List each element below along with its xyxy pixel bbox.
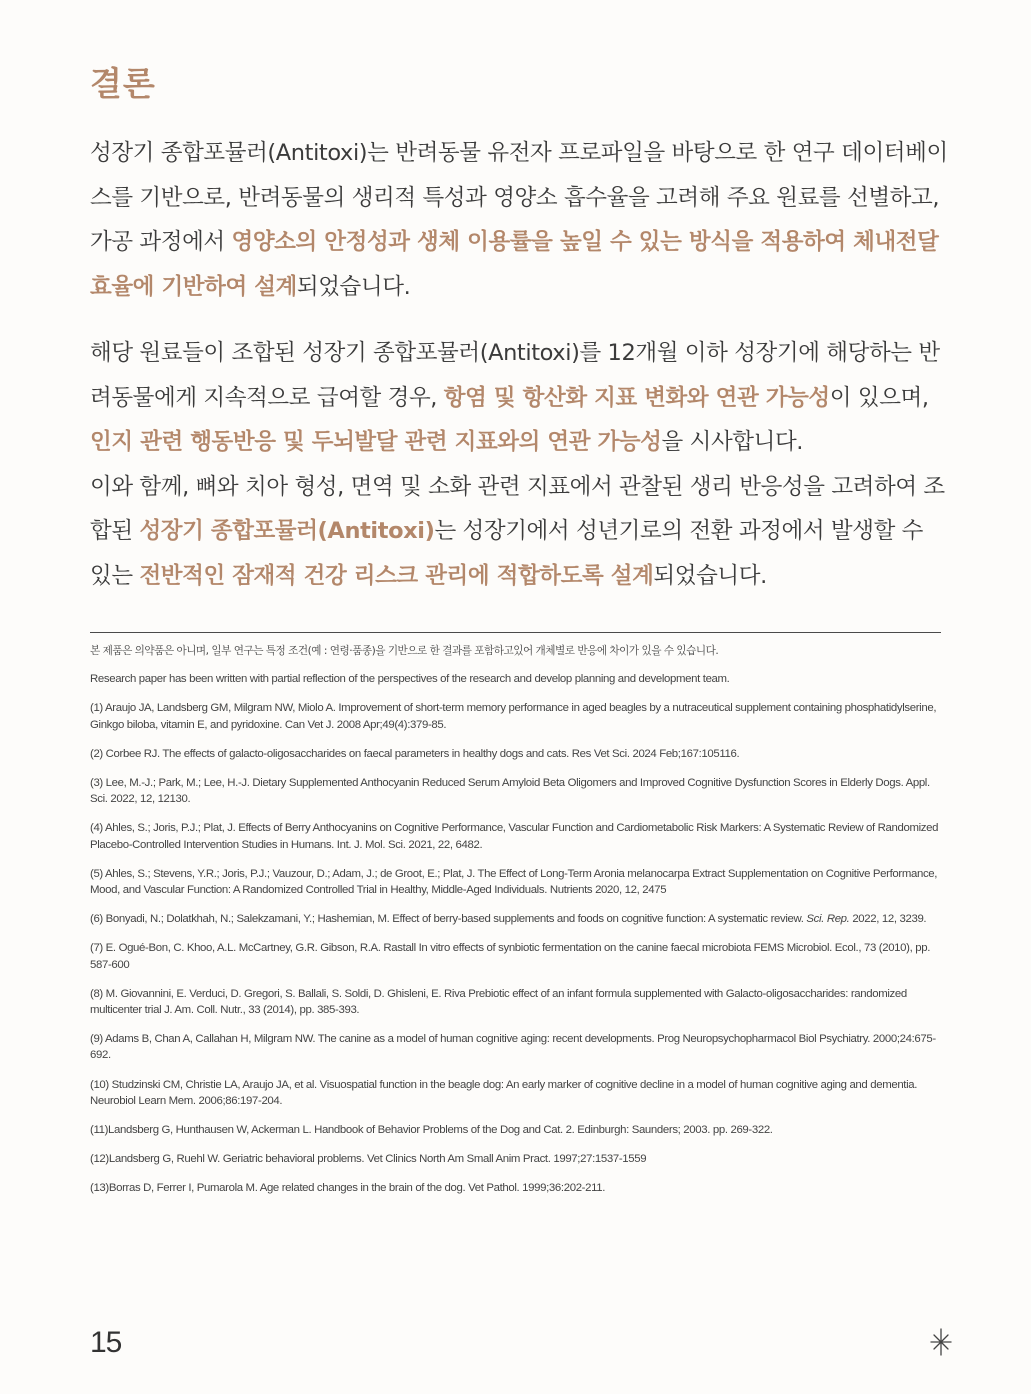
paragraph-text: 이 있으며,	[829, 384, 929, 411]
footnotes	[90, 643, 941, 1210]
reference-text: (6) Bonyadi, N.; Dolatkhah, N.; Salekzamani, Y.; Hashemian, M. Effect of berry-based supplements and foods on cognitive function: A systematic review.	[90, 913, 807, 926]
reference-journal: Sci. Rep.	[806, 913, 850, 926]
conclusion-paragraph-2	[90, 331, 950, 598]
highlight-text: 전반적인 잠재적 건강 리스크 관리에 적합하도록 설계	[139, 562, 654, 589]
paragraph-text: 는 성장기에서 성년기로의 전환 과정에서 발생할 수 있는	[90, 518, 924, 589]
paragraph-text: 해당 원료들이 조합된 성장기 종합포뮬러(Antitoxi)를 12개월 이하 성장기에 해당하는 반려동물에게 지속적으로 급여할 경우,	[90, 340, 940, 411]
disclaimer: 본 제품은 의약품은 아니며, 일부 연구는 특정 조건(예 : 연령·품종)을 기반으로 한 결과를 포함하고있어 개체별로 반응에 차이가 있을 수 있습니다.	[90, 645, 719, 657]
page-title: 결론	[90, 64, 156, 103]
paragraph-text: 을 시사합니다.	[661, 429, 804, 455]
reference-item: (10) Studzinski CM, Christie LA, Araujo JA, et al. Visuospatial function in the beagle dog: An early marker of cognitive decline in a model of human cognitive aging and dementia. Neurobiol Learn Mem. 2006;86:197-204.	[90, 1078, 918, 1107]
reference-item	[90, 911, 941, 927]
paragraph-text: 성장기 종합포뮬러(Antitoxi)는 반려동물 유전자 프로파일을 바탕으로 한 연구 데이터베이스를 기반으로, 반려동물의 생리적 특성과 영양소 흡수율을 고려해 주요 원료를 선별하고, 가공 과정에서	[90, 140, 948, 255]
reference-item: (1) Araujo JA, Landsberg GM, Milgram NW, Miolo A. Improvement of short-term memory performance in aged beagles by a nutraceutical supplement containing phosphatidylserine, Ginkgo biloba, vitamin E, and pyridoxine. Can Vet J. 2008 Apr;49(4):379-85.	[90, 702, 937, 731]
divider	[90, 632, 941, 633]
page-number: 15	[90, 1326, 122, 1359]
reference-item: (13)Borras D, Ferrer I, Pumarola M. Age related changes in the brain of the dog. Vet Pathol. 1999;36:202-211.	[90, 1182, 606, 1195]
reference-text: 2022, 12, 3239.	[849, 913, 927, 926]
research-note: Research paper has been written with partial reflection of the perspectives of the research and develop planning and development team.	[90, 673, 730, 686]
reference-item: (7) E. Ogué-Bon, C. Khoo, A.L. McCartney, G.R. Gibson, R.A. Rastall In vitro effects of synbiotic fermentation on the canine faecal microbiota FEMS Microbiol. Ecol., 73 (2010), pp. 587-600	[90, 942, 931, 971]
reference-item: (11)Landsberg G, Hunthausen W, Ackerman L. Handbook of Behavior Problems of the Dog and Cat. 2. Edinburgh: Saunders; 2003. pp. 269-322.	[90, 1124, 773, 1137]
highlight-text: 인지 관련 행동반응 및 두뇌발달 관련 지표와의 연관 가능성	[90, 429, 662, 455]
reference-item: (5) Ahles, S.; Stevens, Y.R.; Joris, P.J.; Vauzour, D.; Adam, J.; de Groot, E.; Plat, J. The Effect of Long-Term Aronia melanocarpa Extract Supplementation on Cognitive Performance, Mood, and Vascular Function: A Randomized Controlled Trial in Healthy, Middle-Aged Individuals. Nutrients 2020, 12, 2475	[90, 867, 938, 897]
reference-item: (2) Corbee RJ. The effects of galacto-oligosaccharides on faecal parameters in healthy dogs and cats. Res Vet Sci. 2024 Feb;167:105116.	[90, 747, 740, 760]
reference-item: (4) Ahles, S.; Joris, P.J.; Plat, J. Effects of Berry Anthocyanins on Cognitive Performance, Vascular Function and Cardiometabolic Risk Markers: A Systematic Review of Randomized Placebo-Controlled Intervention Studies in Humans. Int. J. Mol. Sci. 2021, 22, 6482.	[90, 822, 939, 851]
paragraph-text: 되었습니다.	[653, 562, 767, 589]
paragraph-text: 이와 함께, 뼈와 치아 형성, 면역 및 소화 관련 지표에서 관찰된 생리 반응성을 고려하여 조합된	[90, 473, 945, 544]
reference-item: (8) M. Giovannini, E. Verduci, D. Gregori, S. Ballali, S. Soldi, D. Ghisleni, E. Riva Prebiotic effect of an infant formula supplemented with Galacto-oligosaccharides: randomized multicenter trial J. Am. Coll. Nutr., 33 (2014), pp. 385-393.	[90, 987, 907, 1017]
reference-item: (3) Lee, M.-J.; Park, M.; Lee, H.-J. Dietary Supplemented Anthocyanin Reduced Serum Amyloid Beta Oligomers and Improved Cognitive Dysfunction Scores in Elderly Dogs. Appl. Sci. 2022, 12, 12130.	[90, 777, 930, 806]
conclusion-paragraph-1	[90, 131, 950, 309]
paragraph-text: 되었습니다.	[296, 273, 411, 300]
highlight-text: 영양소의 안정성과 생체 이용률을 높일 수 있는 방식을 적용하여 체내전달 효율에 기반하여 설계	[90, 229, 939, 300]
highlight-text: 성장기 종합포뮬러(Antitoxi)	[139, 518, 435, 544]
asterisk-star-icon	[929, 1328, 953, 1356]
reference-item: (9) Adams B, Chan A, Callahan H, Milgram NW. The canine as a model of human cognitive aging: recent developments. Prog Neuropsychopharmacol Biol Psychiatry. 2000;24:675-692.	[90, 1033, 936, 1062]
reference-item: (12)Landsberg G, Ruehl W. Geriatric behavioral problems. Vet Clinics North Am Small Anim Pract. 1997;27:1537-1559	[90, 1153, 647, 1166]
highlight-text: 항염 및 항산화 지표 변화와 연관 가능성	[443, 384, 830, 411]
